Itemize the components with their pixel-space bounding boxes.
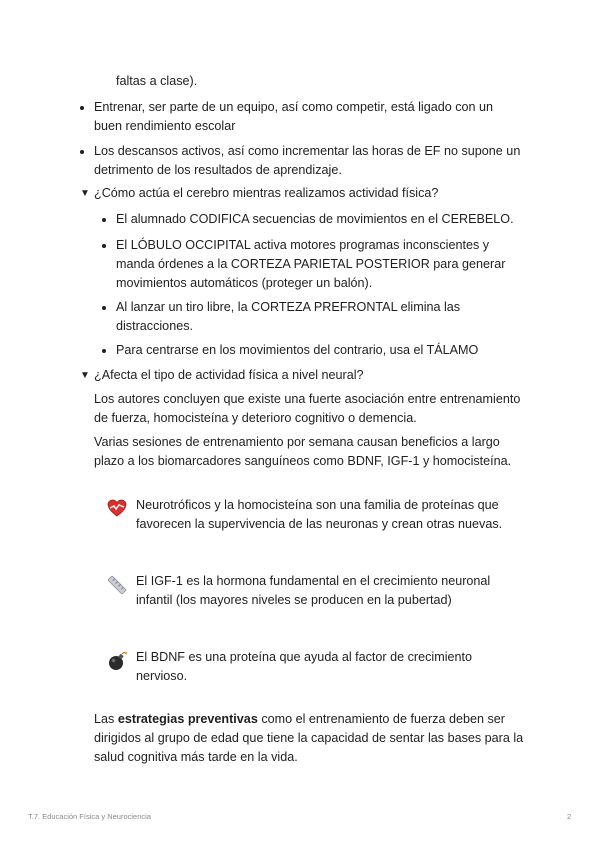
toggle-heading[interactable]: ¿Cómo actúa el cerebro mientras realizamos actividad física?: [94, 186, 439, 200]
page-number: 2: [567, 812, 572, 821]
paragraph: Varias sesiones de entrenamiento por semana causan beneficios a largo plazo a los biomarcadores sanguíneos como BDNF, IGF-1 y homocisteína.: [94, 435, 512, 468]
footer-title: T.7. Educación Física y Neurociencia: [28, 812, 151, 821]
callout-text: Neurotróficos y la homocisteína son una familia de proteínas que favorecen la supervivencia de las neuronas y crean otras nuevas.: [136, 498, 503, 531]
callout-text: El IGF-1 es la hormona fundamental en el crecimiento neuronal infantil (los mayores niveles se producen en la pubertad): [136, 574, 491, 607]
closing-bold-text: estrategias preventivas: [117, 712, 258, 726]
callout-text: El BDNF es una proteína que ayuda al factor de crecimiento nervioso.: [136, 650, 473, 683]
list-item: Entrenar, ser parte de un equipo, así como competir, está ligado con un buen rendimiento escolar: [94, 98, 524, 136]
heart-icon: [106, 497, 128, 519]
toggle-arrow-icon[interactable]: ▼: [80, 188, 90, 199]
toggle-arrow-icon[interactable]: ▼: [80, 370, 90, 381]
list-item: El alumnado CODIFICA secuencias de movimientos en el CEREBELO.: [116, 210, 526, 229]
ruler-icon: [106, 574, 128, 596]
list-item: Al lanzar un tiro libre, la CORTEZA PREFRONTAL elimina las distracciones.: [116, 298, 486, 336]
closing-text-after: como el entrenamiento de fuerza deben ser dirigidos al grupo de edad que tiene la capacidad de sentar las bases para la salud cognitiva más tarde en la vida.: [94, 712, 524, 764]
toggle-heading[interactable]: ¿Afecta el tipo de actividad física a nivel neural?: [94, 368, 364, 382]
list-item: Los descansos activos, así como incrementar las horas de EF no supone un detrimento de los resultados de aprendizaje.: [94, 142, 534, 180]
closing-text-before: Las: [94, 712, 118, 726]
list-item: El LÓBULO OCCIPITAL activa motores programas inconscientes y manda órdenes a la CORTEZA PARIETAL POSTERIOR para generar movimientos automáticos (proteger un balón).: [116, 236, 516, 293]
continuation-text: faltas a clase).: [116, 74, 198, 88]
bomb-icon: [106, 650, 128, 672]
list-item: Para centrarse en los movimientos del contrario, usa el TÁLAMO: [116, 341, 526, 360]
closing-paragraph: [94, 710, 524, 767]
paragraph: Los autores concluyen que existe una fuerte asociación entre entrenamiento de fuerza, homocisteína y deterioro cognitivo o demencia.: [94, 392, 521, 425]
